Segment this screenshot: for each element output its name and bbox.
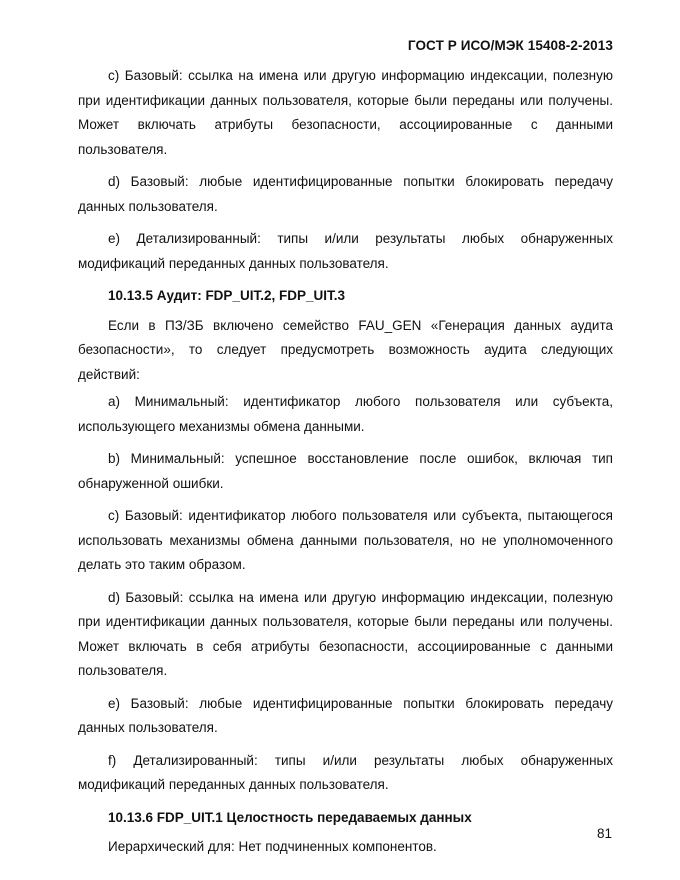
audit-item-f: f) Детализированный: типы и/или результаты любых обнаруженных модификаций переданных данных пользователя. [78, 752, 613, 792]
paragraph-item-e: e) Детализированный: типы и/или результаты любых обнаруженных модификаций переданных данных пользователя. [78, 231, 613, 271]
audit-item-d: d) Базовый: ссылка на имена или другую информацию индексации, полезную при идентификации данных пользователя, которые были переданы или получены. Может включать в себя атрибуты безопасности, ассоциированные с данными пользователя. [78, 589, 613, 678]
page-number: 81 [596, 826, 612, 841]
document-header: ГОСТ Р ИСО/МЭК 15408-2-2013 [407, 38, 613, 53]
audit-item-b: b) Минимальный: успешное восстановление после ошибок, включая тип обнаруженной ошибки. [78, 451, 613, 491]
section-heading-integrity: 10.13.6 FDP_UIT.1 Целостность передаваемых данных [108, 809, 472, 825]
audit-item-a: a) Минимальный: идентификатор любого пользователя или субъекта, использующего механизмы обмена данными. [78, 394, 613, 434]
page-body [78, 64, 613, 868]
audit-item-e: e) Базовый: любые идентифицированные попытки блокировать передачу данных пользователя. [78, 695, 613, 735]
integrity-hierarchy-text: Иерархический для: Нет подчиненных компонентов. [108, 839, 437, 854]
section-heading-audit: 10.13.5 Аудит: FDP_UIT.2, FDP_UIT.3 [108, 288, 345, 303]
paragraph-item-c: c) Базовый: ссылка на имена или другую информацию индексации, полезную при идентификации данных пользователя, которые были переданы или получены. Может включать атрибуты безопасности, ассоциированные с данными пользователя. [78, 68, 613, 157]
audit-intro-paragraph: Если в ПЗ/ЗБ включено семейство FAU_GEN «Генерация данных аудита безопасности», то следует предусмотреть возможность аудита следующих действий: [78, 317, 613, 382]
audit-item-c: c) Базовый: идентификатор любого пользователя или субъекта, пытающегося использовать механизмы обмена данными пользователя, но не уполномоченного делать это таким образом. [78, 508, 613, 572]
paragraph-item-d: d) Базовый: любые идентифицированные попытки блокировать передачу данных пользователя. [78, 174, 613, 214]
